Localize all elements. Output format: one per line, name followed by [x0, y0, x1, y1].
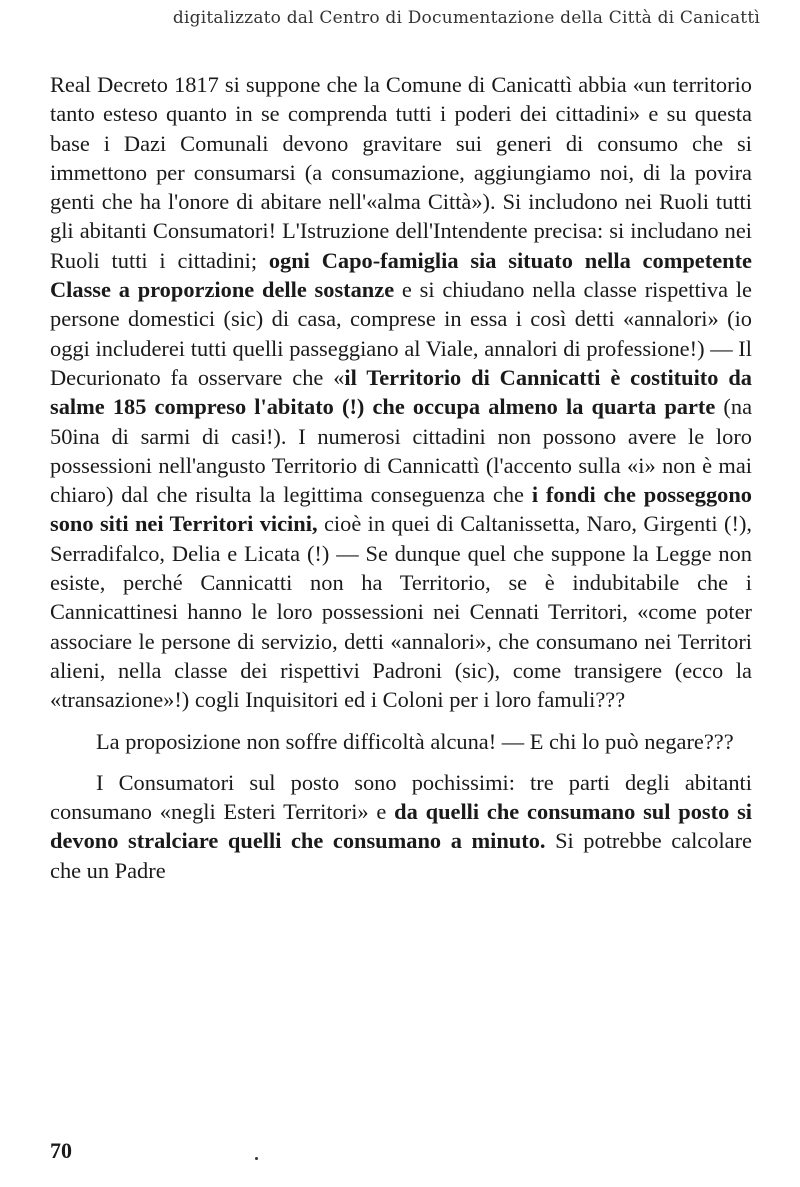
bold-text-span: da quelli che consumano sul posto si devono stralciare quelli che consumano a minuto.	[50, 799, 753, 854]
text-span: e si chiudano nella classe rispettiva le persone domestici (sic) di casa, comprese in essa i così detti «annalori» (io oggi includerei tutti quelli passeggiano al Viale, annalori di professione!) — Il Decurionato fa osservare che «	[50, 277, 752, 390]
text-span: cioè in quei di Caltanissetta, Naro, Girgenti (!), Serradifalco, Delia e Licata (!) — Se dunque quel che suppone la Legge non esiste, perché Cannicatti non ha Territorio, se è indubitabile che i Cannicattinesi hanno le loro possessioni nei Cennati Territori, «come poter associare le persone di servizio, detti «annalori», che consumano nei Territori alieni, nella classe dei rispettivi Padroni (sic), come transigere (ecco la «transazione»!) cogli Inquisitori ed i Coloni per i loro famuli???	[50, 511, 752, 713]
text-span: La proposizione non soffre difficoltà alcuna! — E chi lo può negare???	[96, 728, 734, 754]
digitization-note: digitalizzato dal Centro di Documentazione della Città di Canicattì	[172, 8, 760, 28]
paragraph	[50, 768, 752, 885]
print-speck	[255, 1157, 258, 1160]
text-span: Real Decreto 1817 si suppone che la Comune di Canicattì abbia «un territorio tanto esteso quanto in se comprenda tutti i poderi dei cittadini» e su questa base i Dazi Comunali devono gravitare sui generi di consumo che si immettono per consumarsi (a consumazione, aggiungiamo noi, di la povira genti che ha l'onore di abitare nell'«alma Città»). Si includono nei Ruoli tutti gli abitanti Consumatori! L'Istruzione dell'Intendente precisa: si includano nei Ruoli tutti i cittadini;	[50, 72, 752, 273]
text-span: Si potrebbe calcolare che un Padre	[50, 828, 752, 883]
page-body-text	[50, 70, 752, 885]
page-number: 70	[50, 1138, 72, 1163]
paragraph	[50, 727, 752, 756]
paragraph	[50, 70, 752, 715]
bold-text-span: ogni Capo-famiglia sia situato nella competente Classe a proporzione delle sostanze	[50, 247, 752, 303]
bold-text-span: i fondi che posseggono sono siti nei Territori vicini,	[50, 482, 752, 537]
text-span: (na 50ina di sarmi di casi!). I numerosi cittadini non possono avere le loro possessioni nell'angusto Territorio di Cannicattì (l'accento sulla «i» non è mai chiaro) dal che risulta la legittima conseguenza che	[50, 394, 753, 508]
text-span: I Consumatori sul posto sono pochissimi: tre parti degli abitanti consumano «negli Esteri Territori» e	[50, 769, 752, 825]
bold-text-span: il Territorio di Cannicatti è costituito da salme 185 compreso l'abitato (!) che occupa almeno la quarta parte	[50, 364, 752, 420]
